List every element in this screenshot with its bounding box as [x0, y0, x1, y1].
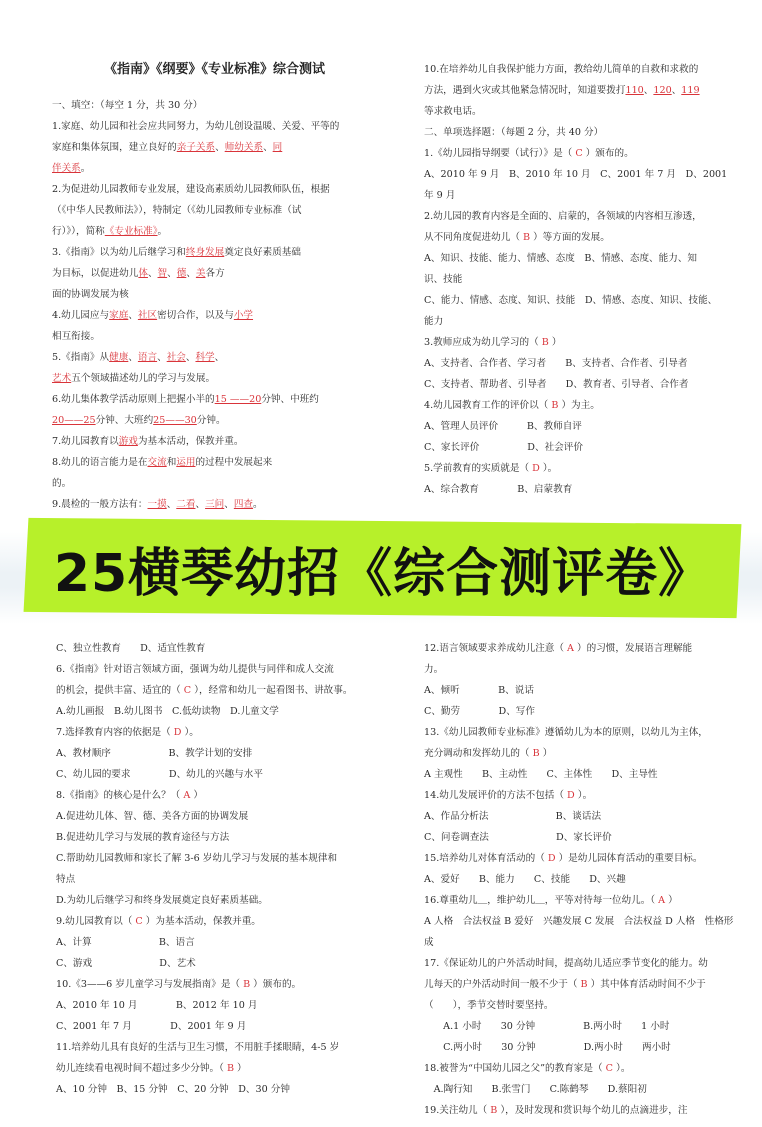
line-text: A、计算 B、语言: [56, 937, 195, 948]
line-text: 2.幼儿园的教育内容是全面的、启蒙的，各领域的内容相互渗透，: [424, 211, 702, 222]
line-text: 5.学前教育的实质就是（: [424, 463, 530, 474]
line-text: 13.《幼儿园教师专业标准》遵循幼儿为本的原则，以幼儿为主体，: [424, 727, 708, 738]
text-line: [56, 974, 396, 995]
answer-fill: 伴关系: [52, 163, 81, 174]
line-text: ）: [668, 895, 678, 906]
answer-fill: 20——25: [52, 415, 96, 426]
line-text: 能力: [424, 316, 444, 327]
answer-choice: B: [487, 1105, 501, 1116]
line-text: （ ），季节交替时要坚持。: [424, 1000, 554, 1011]
line-text: 家庭和集体氛围，建立良好的: [52, 142, 177, 153]
answer-choice: B: [577, 979, 591, 990]
line-text: A、支持者、合作者、学习者 B、支持者、合作者、引导者: [424, 358, 688, 369]
text-line: [424, 1079, 754, 1100]
line-text: 、: [166, 499, 177, 510]
line-text: 年 9 月: [424, 190, 456, 201]
answer-fill: 交流: [147, 457, 167, 468]
line-text: 1.家庭、幼儿园和社会应共同努力，为幼儿创设温暖、关爱、平等的: [52, 121, 340, 132]
line-text: 6.幼儿集体教学活动原则上把握小半的: [52, 394, 215, 405]
line-text: 、: [167, 268, 177, 279]
line-text: 分钟、中班约: [261, 394, 319, 405]
text-line: [52, 221, 392, 242]
text-line: [424, 227, 756, 248]
text-line: [424, 932, 754, 953]
answer-choice: A: [655, 895, 669, 906]
text-line: [52, 95, 392, 116]
line-text: B.促进幼儿学习与发展的教育途径与方法: [56, 832, 230, 843]
answer-fill: 一摸: [147, 499, 167, 510]
text-line: [56, 1058, 396, 1079]
top-right-column: [424, 59, 756, 500]
answer-fill: 体: [138, 268, 148, 279]
text-line: [424, 164, 756, 185]
line-text: C、幼儿园的要求 D、幼儿的兴趣与水平: [56, 769, 263, 780]
answer-choice: B: [538, 337, 552, 348]
answer-fill: 同: [272, 142, 283, 153]
text-line: [424, 722, 754, 743]
answer-fill: 三问: [205, 499, 225, 510]
answer-fill: 艺术: [52, 373, 72, 384]
text-line: [52, 347, 392, 368]
text-line: [424, 764, 754, 785]
line-text: C、游戏 D、艺术: [56, 958, 196, 969]
text-line: [424, 248, 756, 269]
text-line: [424, 1100, 754, 1121]
line-text: 、: [128, 352, 138, 363]
text-line: [52, 158, 392, 179]
answer-choice: D: [544, 853, 559, 864]
text-line: [424, 785, 754, 806]
line-text: 8.《指南》的核心是什么？（: [56, 790, 181, 801]
text-line: [424, 1058, 754, 1079]
line-text: 成: [424, 937, 434, 948]
line-text: A、2010 年 10 月 B、2012 年 10 月: [56, 1000, 258, 1011]
answer-fill: 110: [625, 85, 644, 96]
line-text: 9.幼儿园教育以（: [56, 916, 133, 927]
answer-choice: B: [223, 1063, 238, 1074]
text-line: [56, 932, 396, 953]
line-text: 4.幼儿园应与: [52, 310, 110, 321]
line-text: 18.被誉为“中国幼儿园之父”的教育家是（: [424, 1063, 603, 1074]
text-line: [424, 311, 756, 332]
line-text: 、: [263, 142, 273, 153]
text-line: [52, 200, 392, 221]
line-text: ）: [237, 1063, 247, 1074]
text-line: [52, 263, 392, 284]
text-line: [424, 395, 756, 416]
text-line: [424, 269, 756, 290]
line-text: C、问卷调查法 D、家长评价: [424, 832, 612, 843]
text-line: [424, 185, 756, 206]
answer-fill: 小学: [233, 310, 254, 321]
line-text: C、2001 年 7 月 D、2001 年 9 月: [56, 1021, 247, 1032]
line-text: 儿每天的户外活动时间一般不少于（: [424, 979, 578, 990]
text-line: [56, 743, 396, 764]
text-line: [424, 659, 754, 680]
line-text: A、知识、技能、能力、情感、态度 B、情感、态度、能力、知: [424, 253, 698, 264]
line-text: C、能力、情感、态度、知识、技能 D、情感、态度、知识、技能、: [424, 295, 718, 306]
text-line: [56, 659, 396, 680]
text-line: [56, 806, 396, 827]
line-text: A.1 小时 30 分钟 B.两小时 1 小时: [424, 1021, 670, 1032]
text-line: [52, 116, 392, 137]
text-line: [424, 206, 756, 227]
line-text: 的过程中发展起来: [195, 457, 273, 468]
text-line: [424, 143, 756, 164]
line-text: 17.《保证幼儿的户外活动时间，提高幼儿适应季节变化的能力。幼: [424, 958, 708, 969]
line-text: ）其中体育活动时间不少于: [590, 979, 706, 990]
text-line: [424, 701, 754, 722]
text-line: [424, 332, 756, 353]
answer-fill: 科学: [195, 352, 215, 363]
text-line: [424, 869, 754, 890]
line-text: ）。: [616, 1063, 631, 1074]
line-text: C.两小时 30 分钟 D.两小时 两小时: [424, 1042, 671, 1053]
text-line: [424, 458, 756, 479]
line-text: 、: [147, 268, 158, 279]
line-text: ）: [542, 748, 553, 759]
line-text: 12.语言领域要求养成幼儿注意（: [424, 643, 564, 654]
text-line: [424, 353, 756, 374]
line-text: 、: [224, 499, 234, 510]
text-line: [424, 479, 756, 500]
line-text: 等求救电话。: [424, 106, 482, 117]
line-text: 。: [80, 163, 91, 174]
text-line: [424, 806, 754, 827]
answer-choice: B: [529, 748, 543, 759]
answer-choice: C: [602, 1063, 617, 1074]
text-line: [56, 701, 396, 722]
answer-fill: 运用: [176, 457, 196, 468]
line-text: 分钟。: [196, 415, 226, 426]
text-line: [424, 122, 756, 143]
answer-fill: 智: [157, 268, 168, 279]
answer-fill: 终身发展: [185, 247, 225, 258]
answer-choice: A: [563, 643, 578, 654]
line-text: 幼儿连续看电视时间不超过多少分钟。（: [56, 1063, 224, 1074]
line-text: 11.培养幼儿具有良好的生活与卫生习惯，不用脏手揉眼睛，4-5 岁: [56, 1042, 340, 1053]
line-text: 7.选择教育内容的依据是（: [56, 727, 171, 738]
line-text: 和: [166, 457, 177, 468]
line-text: 、: [157, 352, 167, 363]
line-text: 。: [157, 226, 168, 237]
text-line: [424, 290, 756, 311]
line-text: A、综合教育 B、启蒙教育: [424, 484, 573, 495]
text-line: [52, 431, 392, 452]
text-line: [52, 389, 392, 410]
line-text: ）为主。: [561, 400, 600, 411]
top-page: [0, 0, 762, 532]
line-text: 19.关注幼儿（: [424, 1105, 488, 1116]
text-line: [52, 410, 392, 431]
text-line: [56, 1037, 396, 1058]
answer-fill: 亲子关系: [176, 142, 216, 153]
text-line: [56, 890, 396, 911]
line-text: A、2010 年 9 月 B、2010 年 10 月 C、2001 年 7 月 D、2001: [424, 169, 728, 180]
text-line: [52, 179, 392, 200]
line-text: 方法，遇到火灾或其他紧急情况时，知道要拨打: [424, 85, 626, 96]
answer-fill: 120: [653, 85, 672, 96]
answer-fill: 师幼关系: [224, 142, 264, 153]
line-text: 、: [186, 268, 196, 279]
line-text: 面的协调发展为核: [52, 289, 129, 300]
line-text: 6.《指南》针对语言领域方面，强调为幼儿提供与同伴和成人交流: [56, 664, 334, 675]
answer-choice: C: [132, 916, 146, 927]
text-line: [52, 368, 392, 389]
line-text: A.促进幼儿体、智、德、美各方面的协调发展: [56, 811, 249, 822]
text-line: [424, 416, 756, 437]
text-line: [424, 101, 756, 122]
answer-choice: B: [519, 232, 534, 243]
line-text: 、: [214, 352, 225, 363]
line-text: A 人格 合法权益 B 爱好 兴趣发展 C 发展 合法权益 D 人格 性格形: [424, 916, 734, 927]
text-line: [56, 722, 396, 743]
line-text: 14.幼儿发展评价的方法不包括（: [424, 790, 564, 801]
line-text: 的。: [52, 478, 72, 489]
line-text: 9.晨检的一般方法有：: [52, 499, 148, 510]
text-line: [56, 995, 396, 1016]
line-text: C、勤劳 D、写作: [424, 706, 535, 717]
text-line: [424, 953, 754, 974]
text-line: [52, 242, 392, 263]
answer-fill: 德: [176, 268, 187, 279]
line-text: D.为幼儿后继学习和终身发展奠定良好素质基础。: [56, 895, 268, 906]
line-text: 奠定良好素质基础: [224, 247, 301, 258]
line-text: ）: [193, 790, 203, 801]
text-line: [56, 911, 396, 932]
line-text: 7.幼儿园教育以: [52, 436, 119, 447]
text-line: [424, 638, 754, 659]
line-text: A 主观性 B、主动性 C、主体性 D、主导性: [424, 769, 658, 780]
text-line: [424, 974, 754, 995]
bottom-left-column: [56, 638, 396, 1100]
text-line: [424, 890, 754, 911]
line-text: 。: [253, 499, 263, 510]
line-text: 五个领域描述幼儿的学习与发展。: [71, 373, 216, 384]
line-text: 、: [185, 352, 196, 363]
line-text: A、教材顺序 B、教学计划的安排: [56, 748, 253, 759]
answer-fill: 家庭: [109, 310, 129, 321]
line-text: ），及时发现和赏识每个幼儿的点滴进步，注: [500, 1105, 688, 1116]
line-text: 行）》），简称: [52, 226, 105, 237]
answer-fill: 二看: [176, 499, 196, 510]
text-line: [52, 473, 392, 494]
line-text: ），经常和幼儿一起看图书、讲故事。: [194, 685, 353, 696]
line-text: 各方: [205, 268, 225, 279]
line-text: A、爱好 B、能力 C、技能 D、兴趣: [424, 874, 626, 885]
text-line: [56, 848, 396, 869]
line-text: 15.培养幼儿对体育活动的（: [424, 853, 545, 864]
line-text: ）。: [184, 727, 199, 738]
line-text: （《中华人民教师法》），特制定（《幼儿园教师专业标准（试: [52, 205, 302, 216]
line-text: 充分调动和发挥幼儿的（: [424, 748, 530, 759]
answer-fill: 语言: [137, 352, 158, 363]
text-line: [56, 869, 396, 890]
line-text: 、: [215, 142, 225, 153]
answer-choice: D: [529, 463, 543, 474]
text-line: [52, 452, 392, 473]
line-text: A、管理人员评价 B、教师自评: [424, 421, 582, 432]
answer-fill: 社区: [137, 310, 158, 321]
line-text: 5.《指南》从: [52, 352, 110, 363]
text-line: [424, 911, 754, 932]
line-text: 10.在培养幼儿自我保护能力方面，教给幼儿简单的自救和求救的: [424, 64, 699, 75]
text-line: [52, 284, 392, 305]
text-line: [424, 680, 754, 701]
text-line: [56, 953, 396, 974]
text-line: [424, 437, 756, 458]
answer-fill: 119: [681, 85, 700, 96]
line-text: 4.幼儿园教育工作的评价以（: [424, 400, 549, 411]
line-text: 相互衔接。: [52, 331, 100, 342]
answer-choice: B: [240, 979, 254, 990]
line-text: 1.《幼儿园指导纲要（试行）》是（: [424, 148, 573, 159]
line-text: ）是幼儿园体育活动的重要目标。: [558, 853, 703, 864]
line-text: 3.《指南》以为幼儿后继学习和: [52, 247, 186, 258]
answer-choice: D: [563, 790, 578, 801]
answer-choice: A: [180, 790, 194, 801]
text-line: [424, 995, 754, 1016]
answer-choice: B: [548, 400, 562, 411]
document-title: 《指南》《纲要》《专业标准》综合测试: [104, 62, 326, 77]
text-line: [52, 326, 392, 347]
answer-fill: 美: [195, 268, 206, 279]
text-line: [424, 1037, 754, 1058]
line-text: 10.《3——6 岁儿童学习与发展指南》是（: [56, 979, 241, 990]
text-line: [56, 680, 396, 701]
line-text: 8.幼儿的语言能力是在: [52, 457, 148, 468]
line-text: C、独立性教育 D、适宜性教育: [56, 643, 206, 654]
line-text: ）。: [577, 790, 593, 801]
text-line: [56, 638, 396, 659]
line-text: 为基本活动，保教并重。: [137, 436, 244, 447]
line-text: 、: [643, 85, 654, 96]
answer-fill: 游戏: [118, 436, 138, 447]
line-text: 、: [195, 499, 206, 510]
line-text: 二、单项选择题：（每题 2 分，共 40 分）: [424, 127, 604, 138]
text-line: [424, 827, 754, 848]
text-line: [56, 764, 396, 785]
line-text: 从不同角度促进幼儿（: [424, 232, 520, 243]
banner-title: 25横琴幼招《综合测评卷》: [53, 543, 712, 604]
line-text: ）的习惯，发展语言理解能: [577, 643, 693, 654]
bottom-right-column: [424, 638, 754, 1121]
text-line: [56, 827, 396, 848]
line-text: 3.教师应成为幼儿学习的（: [424, 337, 539, 348]
line-text: A、作品分析法 B、谈话法: [424, 811, 602, 822]
line-text: ）: [551, 337, 562, 348]
line-text: C、支持者、帮助者、引导者 D、教育者、引导者、合作者: [424, 379, 689, 390]
line-text: ）。: [542, 463, 558, 474]
line-text: 特点: [56, 874, 76, 885]
line-text: A、倾听 B、说话: [424, 685, 534, 696]
text-line: [424, 848, 754, 869]
text-line: [56, 1079, 396, 1100]
line-text: A.陶行知 B.张雪门 C.陈鹤琴 D.蔡阳初: [424, 1084, 647, 1095]
line-text: C.帮助幼儿园教师和家长了解 3-6 岁幼儿学习与发展的基本规律和: [56, 853, 338, 864]
line-text: 的机会，提供丰富、适宜的（: [56, 685, 181, 696]
answer-fill: 健康: [109, 352, 129, 363]
text-line: [56, 785, 396, 806]
answer-fill: 25——30: [153, 415, 197, 426]
text-line: [56, 1016, 396, 1037]
line-text: 、: [128, 310, 138, 321]
line-text: ）为基本活动，保教并重。: [145, 916, 261, 927]
line-text: C、家长评价 D、社会评价: [424, 442, 583, 453]
line-text: 力。: [424, 664, 444, 675]
line-text: 为目标，以促进幼儿: [52, 268, 139, 279]
text-line: [52, 305, 392, 326]
bottom-page: [0, 624, 762, 1127]
line-text: ）颁布的。: [253, 979, 302, 990]
answer-choice: C: [572, 148, 586, 159]
text-line: [424, 80, 756, 101]
line-text: 2.为促进幼儿园教师专业发展，建设高素质幼儿园教师队伍，根据: [52, 184, 330, 195]
text-line: [424, 743, 754, 764]
line-text: 分钟、大班约: [95, 415, 154, 426]
text-line: [424, 374, 756, 395]
text-line: [52, 137, 392, 158]
line-text: 、: [671, 85, 682, 96]
line-text: ）颁布的。: [585, 148, 634, 159]
text-line: [424, 59, 756, 80]
line-text: ）等方面的发展。: [533, 232, 610, 243]
text-line: [52, 494, 392, 515]
answer-choice: D: [170, 727, 185, 738]
line-text: 一、填空：（每空 1 分，共 30 分）: [52, 100, 203, 111]
line-text: 密切合作，以及与: [157, 310, 234, 321]
line-text: 识、技能: [424, 274, 463, 285]
answer-fill: 社会: [166, 352, 186, 363]
line-text: 16.尊重幼儿＿，维护幼儿＿，平等对待每一位幼儿。（: [424, 895, 656, 906]
text-line: [424, 1016, 754, 1037]
line-text: A、10 分钟 B、15 分钟 C、20 分钟 D、30 分钟: [56, 1084, 290, 1095]
answer-fill: 四查: [233, 499, 254, 510]
line-text: A.幼儿画报 B.幼儿图书 C.低幼读物 D.儿童文学: [56, 706, 279, 717]
answer-choice: C: [180, 685, 195, 696]
answer-fill: 《专业标准》: [104, 226, 158, 237]
answer-fill: 15 ——20: [214, 394, 262, 405]
top-left-column: [52, 95, 392, 515]
